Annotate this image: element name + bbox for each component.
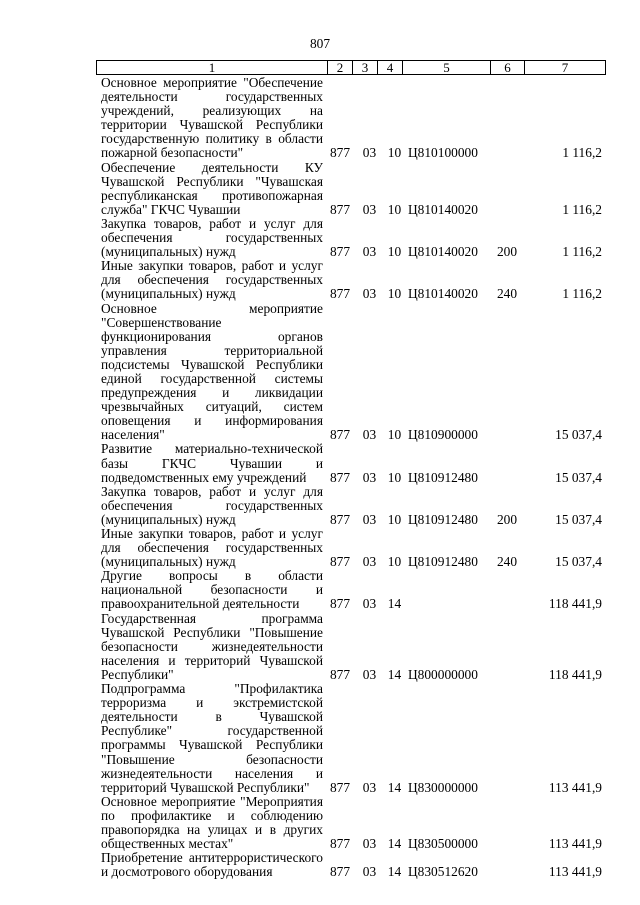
row-col-3: 03 bbox=[362, 836, 377, 852]
row-col-6: 200 bbox=[496, 244, 518, 260]
row-col-5: Ц830500000 bbox=[408, 836, 478, 852]
row-col-5: Ц810140020 bbox=[408, 201, 478, 217]
row-col-3: 03 bbox=[362, 286, 377, 302]
row-name: Подпрограмма "Профилактика терроризма и экстремистской деятельности в Чувашской Республике" государственной программы Чувашской Республики "Повышение безопасности жизнедеятельности населения и территорий Чувашской Республики" bbox=[101, 681, 323, 795]
row-col-4: 10 bbox=[387, 554, 402, 570]
row-col-4: 10 bbox=[387, 244, 402, 260]
row-col-7: 113 441,9 bbox=[548, 836, 602, 852]
table-row bbox=[96, 161, 606, 217]
row-col-3: 03 bbox=[362, 864, 377, 880]
row-col-4: 10 bbox=[387, 427, 402, 443]
header-col-7: 7 bbox=[561, 60, 569, 75]
row-col-5: Ц810100000 bbox=[408, 145, 478, 161]
row-col-2: 877 bbox=[329, 666, 351, 682]
table-header bbox=[96, 60, 606, 75]
row-col-7: 118 441,9 bbox=[548, 666, 602, 682]
table-row bbox=[96, 612, 606, 682]
row-col-4: 10 bbox=[387, 511, 402, 527]
row-name: Основное мероприятие "Обеспечение деятельности государственных учреждений, реализующих на территории Чувашской Республики государственную политику в области пожарной безопасности" bbox=[101, 75, 323, 161]
row-name: Другие вопросы в области национальной безопасности и правоохранительной деятельности bbox=[101, 568, 323, 612]
row-col-3: 03 bbox=[362, 779, 377, 795]
row-col-4: 14 bbox=[387, 666, 402, 682]
row-name: Основное мероприятие "Совершенствование функционирования органов управления территориальной подсистемы Чувашской Республики единой государственной системы предупреждения и ликвидации чрезвычайных ситуаций, систем оповещения и информирования населения" bbox=[101, 300, 323, 443]
row-col-2: 877 bbox=[329, 469, 351, 485]
row-name: Развитие материально-технической базы ГКЧС Чувашии и подведомственных ему учреждений bbox=[101, 441, 323, 485]
row-col-3: 03 bbox=[362, 427, 377, 443]
row-col-2: 877 bbox=[329, 779, 351, 795]
row-col-7: 1 116,2 bbox=[562, 201, 602, 217]
table-row bbox=[96, 682, 606, 795]
header-col-1: 1 bbox=[97, 61, 328, 74]
row-name: Государственная программа Чувашской Республики "Повышение безопасности жизнедеятельности населения и территорий Чувашской Республики" bbox=[101, 610, 323, 682]
row-col-3: 03 bbox=[362, 244, 377, 260]
row-col-7: 118 441,9 bbox=[548, 596, 602, 612]
row-col-3: 03 bbox=[362, 596, 377, 612]
row-col-2: 877 bbox=[329, 836, 351, 852]
row-col-4: 10 bbox=[387, 145, 402, 161]
header-col-2: 2 bbox=[328, 61, 353, 74]
table-row bbox=[96, 485, 606, 527]
table-row bbox=[96, 795, 606, 851]
row-col-4: 14 bbox=[387, 596, 402, 612]
row-col-2: 877 bbox=[329, 864, 351, 880]
row-col-7: 113 441,9 bbox=[548, 864, 602, 880]
row-col-2: 877 bbox=[329, 201, 351, 217]
table-row bbox=[96, 259, 606, 301]
row-col-6: 240 bbox=[496, 286, 518, 302]
table-row bbox=[96, 527, 606, 569]
row-col-2: 877 bbox=[329, 554, 351, 570]
row-col-2: 877 bbox=[329, 511, 351, 527]
row-col-5: Ц810912480 bbox=[408, 511, 478, 527]
row-col-4: 10 bbox=[387, 201, 402, 217]
row-col-2: 877 bbox=[329, 286, 351, 302]
row-col-6: 200 bbox=[496, 511, 518, 527]
header-col-3: 3 bbox=[353, 61, 378, 74]
table-row bbox=[96, 217, 606, 259]
row-col-7: 1 116,2 bbox=[562, 244, 602, 260]
row-name: Обеспечение деятельности КУ Чувашской Республики "Чувашская республиканская противопожарная служба" ГКЧС Чувашии bbox=[101, 159, 323, 217]
row-col-2: 877 bbox=[329, 145, 351, 161]
row-col-3: 03 bbox=[362, 511, 377, 527]
table-row bbox=[96, 302, 606, 443]
table-body bbox=[96, 76, 606, 879]
row-name: Иные закупки товаров, работ и услуг для обеспечения государственных (муниципальных) нужд bbox=[101, 526, 323, 570]
row-name: Иные закупки товаров, работ и услуг для обеспечения государственных (муниципальных) нужд bbox=[101, 258, 323, 302]
row-col-6: 240 bbox=[496, 554, 518, 570]
row-col-2: 877 bbox=[329, 244, 351, 260]
header-col-6: 6 bbox=[491, 61, 525, 74]
table-row bbox=[96, 76, 606, 161]
row-col-2: 877 bbox=[329, 427, 351, 443]
row-col-5: Ц810140020 bbox=[408, 286, 478, 302]
page-number: 807 bbox=[309, 36, 331, 51]
row-col-7: 15 037,4 bbox=[555, 511, 602, 527]
row-name: Приобретение антитеррористического и досмотрового оборудования bbox=[101, 850, 323, 880]
row-col-3: 03 bbox=[362, 666, 377, 682]
row-col-7: 1 116,2 bbox=[562, 145, 602, 161]
row-col-4: 10 bbox=[387, 286, 402, 302]
row-col-7: 15 037,4 bbox=[555, 427, 602, 443]
row-col-5: Ц800000000 bbox=[408, 666, 478, 682]
table-row bbox=[96, 851, 606, 879]
table-row bbox=[96, 442, 606, 484]
row-col-5: Ц810912480 bbox=[408, 469, 478, 485]
row-col-3: 03 bbox=[362, 469, 377, 485]
row-col-7: 1 116,2 bbox=[562, 286, 602, 302]
row-col-5: Ц810912480 bbox=[408, 554, 478, 570]
row-col-4: 14 bbox=[387, 836, 402, 852]
row-col-5: Ц810900000 bbox=[408, 427, 478, 443]
header-col-5: 5 bbox=[403, 61, 491, 74]
row-col-5: Ц810140020 bbox=[408, 244, 478, 260]
row-name: Закупка товаров, работ и услуг для обеспечения государственных (муниципальных) нужд bbox=[101, 215, 323, 260]
row-col-2: 877 bbox=[329, 596, 351, 612]
row-col-3: 03 bbox=[362, 554, 377, 570]
row-col-7: 15 037,4 bbox=[555, 554, 602, 570]
row-col-7: 113 441,9 bbox=[548, 779, 602, 795]
row-col-7: 15 037,4 bbox=[555, 469, 602, 485]
row-col-4: 14 bbox=[387, 779, 402, 795]
table-row bbox=[96, 569, 606, 611]
row-col-4: 10 bbox=[387, 469, 402, 485]
row-col-4: 14 bbox=[387, 864, 402, 880]
row-col-3: 03 bbox=[362, 201, 377, 217]
row-col-5: Ц830000000 bbox=[408, 779, 478, 795]
header-col-4: 4 bbox=[378, 61, 403, 74]
row-col-3: 03 bbox=[362, 145, 377, 161]
row-name: Основное мероприятие "Мероприятия по профилактике и соблюдению правопорядка на улицах и в других общественных местах" bbox=[101, 793, 323, 852]
row-name: Закупка товаров, работ и услуг для обеспечения государственных (муниципальных) нужд bbox=[101, 483, 323, 527]
row-col-5: Ц830512620 bbox=[408, 864, 478, 880]
